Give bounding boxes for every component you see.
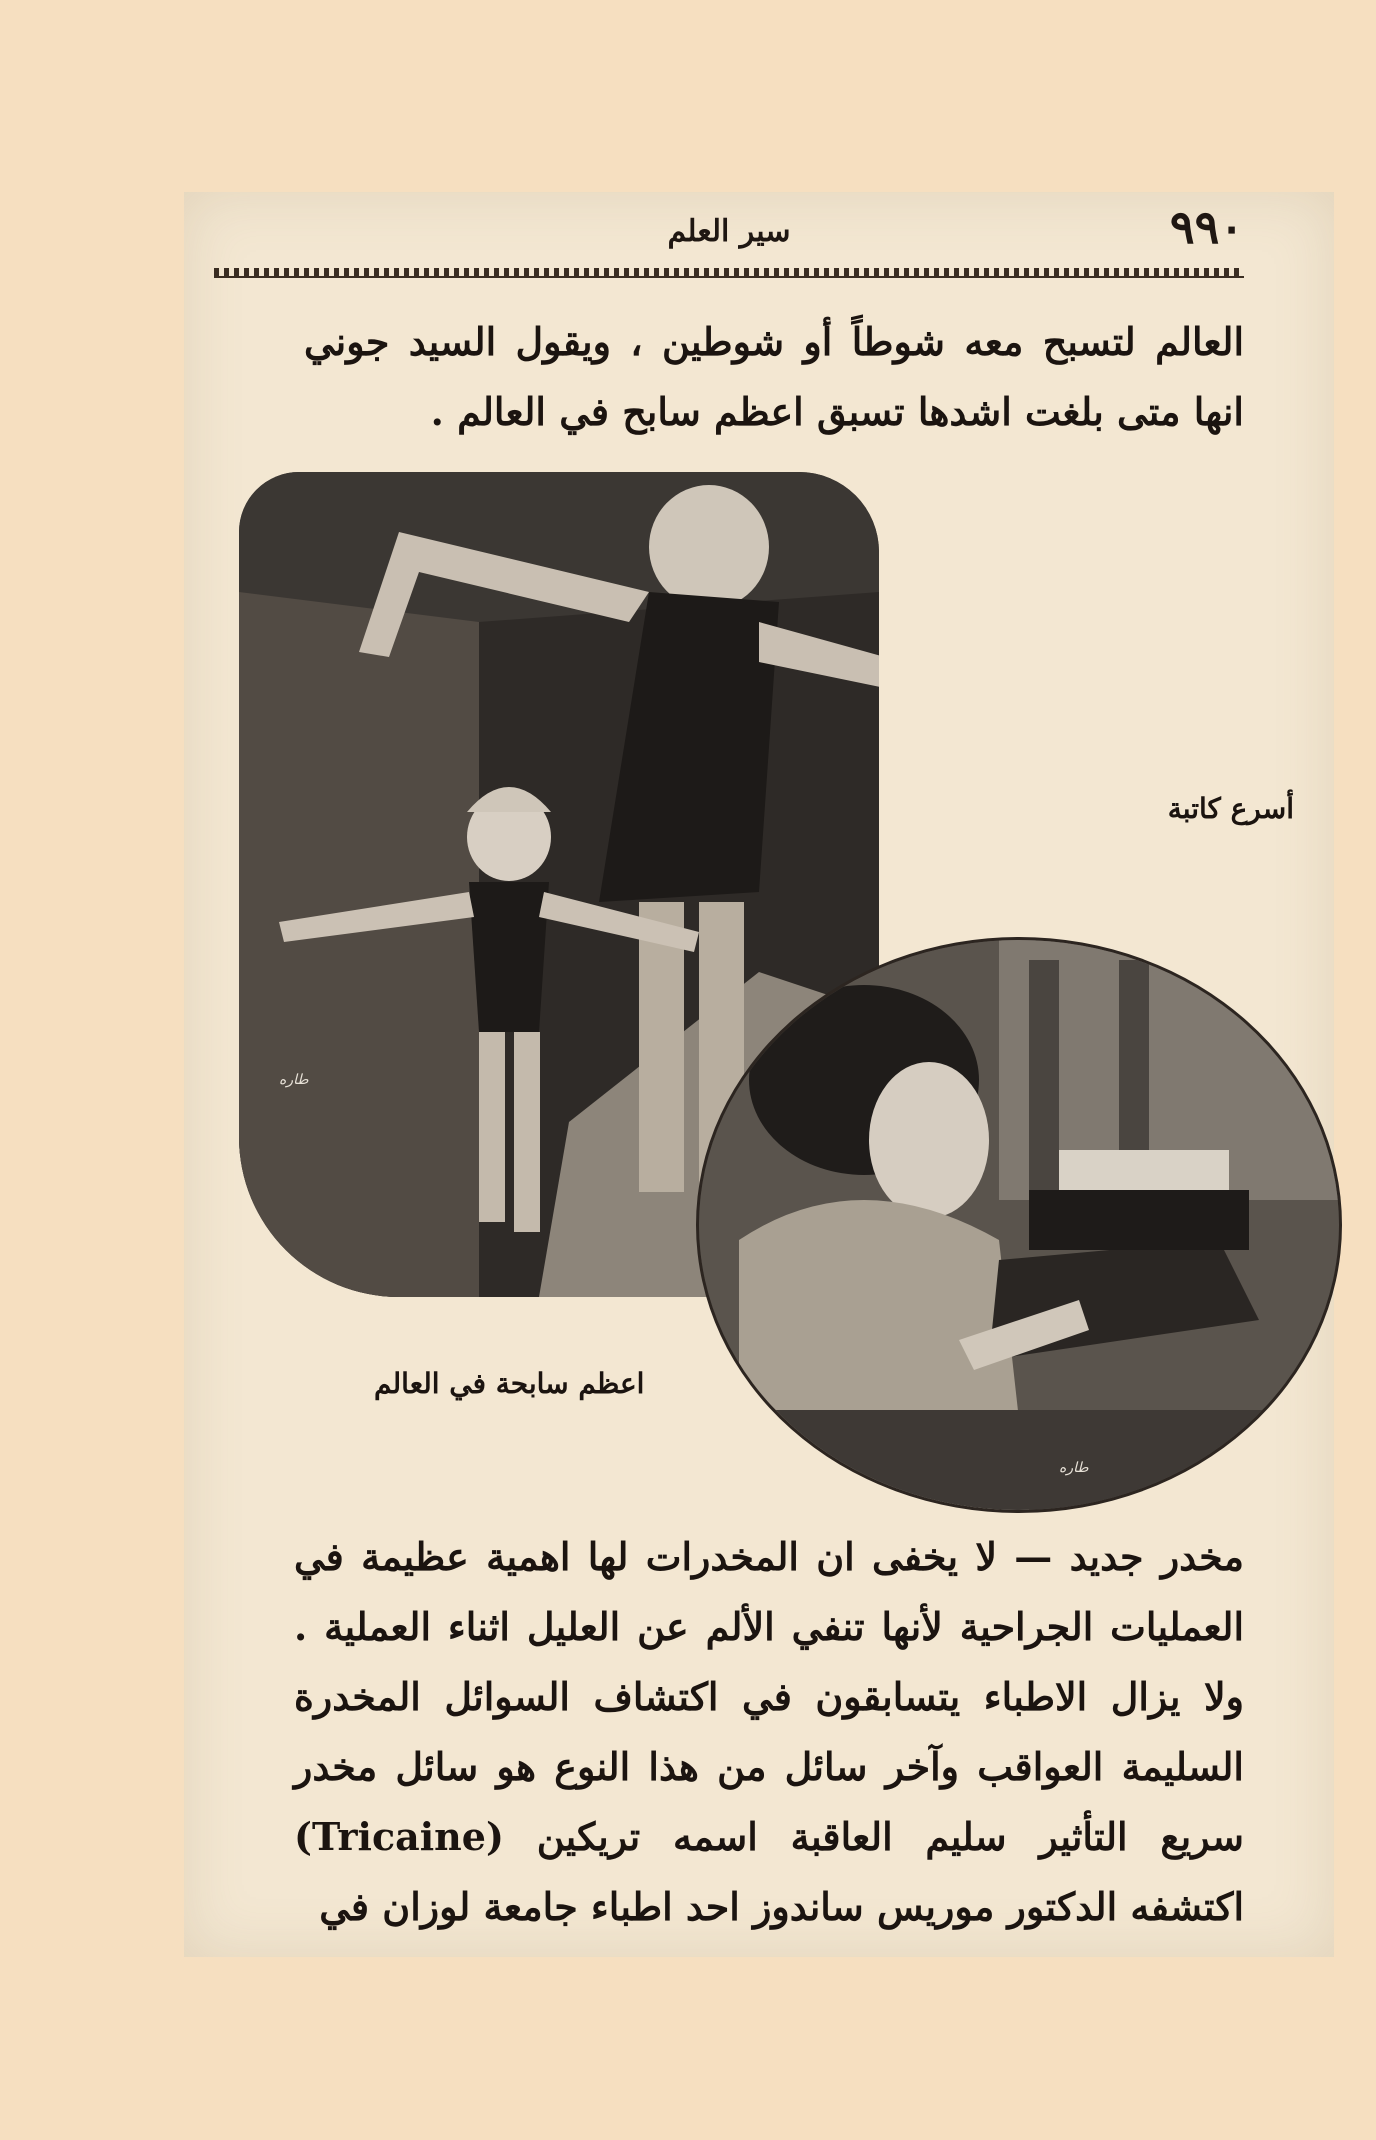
header-rule	[214, 268, 1244, 278]
swimmers-photo-signature: طاره	[279, 1072, 309, 1088]
magazine-page	[184, 192, 1334, 1957]
typist-photo	[696, 937, 1342, 1513]
typist-photo-signature: طاره	[1059, 1460, 1089, 1476]
running-title: سير العلم	[667, 214, 791, 249]
caption-typist: أسرع كاتبة	[1167, 792, 1294, 825]
caption-swimmers: اعظم سابحة في العالم	[374, 1367, 645, 1400]
paragraph-top: العالم لتسبح معه شوطاً أو شوطين ، ويقول السيد جوني انها متى بلغت اشدها تسبق اعظم سابح في العالم .	[304, 319, 1244, 434]
paragraph-bottom: مخدر جديد — لا يخفى ان المخدرات لها اهمية عظيمة في العمليات الجراحية لأنها تنفي الألم عن العليل اثناء العملية . ولا يزال الاطباء يتسابقون في اكتشاف السوائل المخدرة السليمة العواقب وآخر سائل من هذا النوع هو سائل مخدر سريع التأثير سليم العاقبة اسمه تريكين (Tricaine) اكتشفه الدكتور موريس ساندوز احد اطباء جامعة لوزان في	[294, 1534, 1244, 1929]
page-header	[214, 200, 1244, 260]
page-number: ٩٩٠	[1169, 200, 1244, 254]
typist-illustration	[699, 940, 1339, 1510]
